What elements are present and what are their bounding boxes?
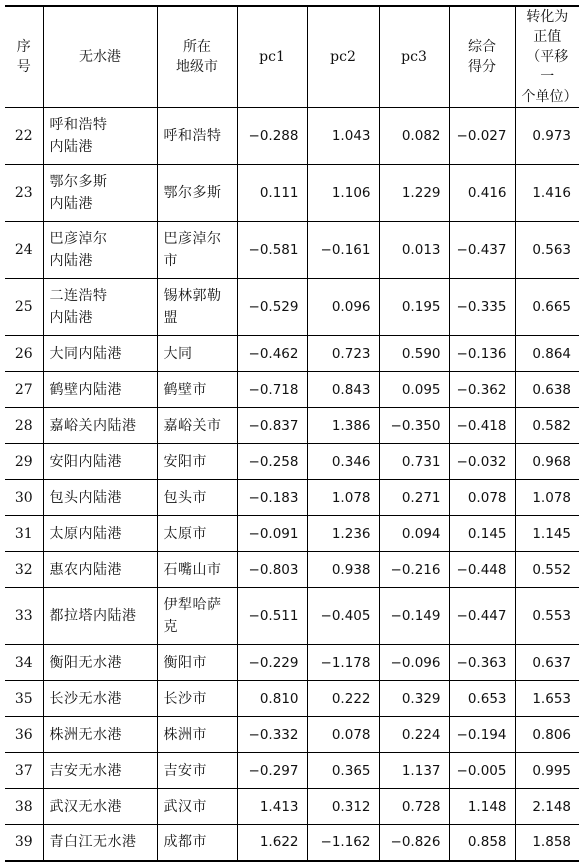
city-cell: 石嘴山市 (157, 552, 237, 588)
value-cell: 0.078 (307, 717, 379, 753)
value-cell: −0.194 (449, 717, 515, 753)
city-cell: 太原市 (157, 516, 237, 552)
value-cell: −0.258 (237, 444, 307, 480)
port-name-cell: 嘉峪关内陆港 (43, 408, 157, 444)
value-cell: −0.718 (237, 372, 307, 408)
table-row (5, 681, 579, 717)
value-cell: 1.078 (515, 480, 579, 516)
header-row (5, 6, 579, 108)
value-cell: 0.968 (515, 444, 579, 480)
value-cell: 0.665 (515, 279, 579, 336)
value-cell: 0.111 (237, 165, 307, 222)
value-cell: 0.843 (307, 372, 379, 408)
value-cell: −0.216 (379, 552, 449, 588)
table-row (5, 552, 579, 588)
row-number-cell: 31 (5, 516, 43, 552)
table-row (5, 222, 579, 279)
table-row (5, 372, 579, 408)
row-number-cell: 36 (5, 717, 43, 753)
table-row (5, 165, 579, 222)
value-cell: 0.810 (237, 681, 307, 717)
value-cell: 0.145 (449, 516, 515, 552)
table-row (5, 279, 579, 336)
row-number-cell: 37 (5, 753, 43, 789)
value-cell: −0.332 (237, 717, 307, 753)
value-cell: −0.363 (449, 645, 515, 681)
value-cell: 1.416 (515, 165, 579, 222)
value-cell: −0.183 (237, 480, 307, 516)
value-cell: −0.288 (237, 108, 307, 165)
value-cell: 1.622 (237, 825, 307, 861)
value-cell: −0.027 (449, 108, 515, 165)
value-cell: −1.178 (307, 645, 379, 681)
city-cell: 巴彦淖尔 市 (157, 222, 237, 279)
port-name-cell: 大同内陆港 (43, 336, 157, 372)
value-cell: −0.032 (449, 444, 515, 480)
value-cell: 0.864 (515, 336, 579, 372)
value-cell: −0.447 (449, 588, 515, 645)
value-cell: 0.731 (379, 444, 449, 480)
row-number-cell: 39 (5, 825, 43, 861)
table-row (5, 516, 579, 552)
city-cell: 鹤壁市 (157, 372, 237, 408)
port-name-cell: 安阳内陆港 (43, 444, 157, 480)
header-cell (449, 6, 515, 108)
row-number-cell: 38 (5, 789, 43, 825)
value-cell: 1.043 (307, 108, 379, 165)
value-cell: 0.078 (449, 480, 515, 516)
value-cell: 0.973 (515, 108, 579, 165)
value-cell: 1.145 (515, 516, 579, 552)
city-cell: 吉安市 (157, 753, 237, 789)
value-cell: 0.271 (379, 480, 449, 516)
row-number-cell: 27 (5, 372, 43, 408)
table-header (5, 6, 579, 108)
value-cell: 0.094 (379, 516, 449, 552)
value-cell: 0.329 (379, 681, 449, 717)
header-text: 转化为 正值 （平移一 个单位） (521, 9, 578, 105)
value-cell: 1.137 (379, 753, 449, 789)
port-name-cell: 二连浩特 内陆港 (43, 279, 157, 336)
value-cell: 1.858 (515, 825, 579, 861)
value-cell: 0.582 (515, 408, 579, 444)
value-cell: 0.638 (515, 372, 579, 408)
value-cell: 0.222 (307, 681, 379, 717)
value-cell: 0.590 (379, 336, 449, 372)
header-cell (157, 6, 237, 108)
port-name-cell: 太原内陆港 (43, 516, 157, 552)
header-cell (5, 6, 43, 108)
value-cell: 1.106 (307, 165, 379, 222)
table-row (5, 444, 579, 480)
data-table (5, 5, 579, 862)
port-name-cell: 鹤壁内陆港 (43, 372, 157, 408)
table-row (5, 588, 579, 645)
city-cell: 呼和浩特 (157, 108, 237, 165)
value-cell: −0.350 (379, 408, 449, 444)
value-cell: −0.405 (307, 588, 379, 645)
value-cell: −0.462 (237, 336, 307, 372)
city-cell: 嘉峪关市 (157, 408, 237, 444)
value-cell: 0.858 (449, 825, 515, 861)
value-cell: −0.149 (379, 588, 449, 645)
value-cell: −0.837 (237, 408, 307, 444)
value-cell: 1.236 (307, 516, 379, 552)
header-text: pc2 (330, 49, 356, 65)
value-cell: 0.096 (307, 279, 379, 336)
table-row (5, 336, 579, 372)
table-row (5, 480, 579, 516)
value-cell: −0.096 (379, 645, 449, 681)
header-cell (379, 6, 449, 108)
row-number-cell: 35 (5, 681, 43, 717)
header-cell (307, 6, 379, 108)
city-cell: 长沙市 (157, 681, 237, 717)
header-cell (43, 6, 157, 108)
value-cell: −0.091 (237, 516, 307, 552)
value-cell: −0.803 (237, 552, 307, 588)
row-number-cell: 34 (5, 645, 43, 681)
city-cell: 包头市 (157, 480, 237, 516)
city-cell: 衡阳市 (157, 645, 237, 681)
value-cell: 0.082 (379, 108, 449, 165)
value-cell: 1.229 (379, 165, 449, 222)
port-name-cell: 长沙无水港 (43, 681, 157, 717)
value-cell: 0.346 (307, 444, 379, 480)
header-text: 序 号 (16, 39, 31, 75)
value-cell: 0.552 (515, 552, 579, 588)
row-number-cell: 23 (5, 165, 43, 222)
header-text: 综合 得分 (468, 39, 496, 75)
value-cell: −0.161 (307, 222, 379, 279)
value-cell: 0.195 (379, 279, 449, 336)
table-row (5, 408, 579, 444)
value-cell: 1.413 (237, 789, 307, 825)
value-cell: −0.529 (237, 279, 307, 336)
value-cell: −0.362 (449, 372, 515, 408)
value-cell: −0.229 (237, 645, 307, 681)
value-cell: 0.312 (307, 789, 379, 825)
row-number-cell: 22 (5, 108, 43, 165)
city-cell: 鄂尔多斯 (157, 165, 237, 222)
value-cell: 0.553 (515, 588, 579, 645)
value-cell: 2.148 (515, 789, 579, 825)
port-name-cell: 武汉无水港 (43, 789, 157, 825)
table-body (5, 108, 579, 861)
row-number-cell: 30 (5, 480, 43, 516)
port-name-cell: 都拉塔内陆港 (43, 588, 157, 645)
value-cell: −1.162 (307, 825, 379, 861)
port-name-cell: 株洲无水港 (43, 717, 157, 753)
value-cell: −0.335 (449, 279, 515, 336)
header-cell (515, 6, 579, 108)
table-row (5, 753, 579, 789)
port-name-cell: 包头内陆港 (43, 480, 157, 516)
value-cell: −0.826 (379, 825, 449, 861)
value-cell: −0.511 (237, 588, 307, 645)
city-cell: 伊犁哈萨 克 (157, 588, 237, 645)
value-cell: 0.938 (307, 552, 379, 588)
value-cell: 0.723 (307, 336, 379, 372)
value-cell: −0.005 (449, 753, 515, 789)
value-cell: 0.095 (379, 372, 449, 408)
value-cell: 0.728 (379, 789, 449, 825)
port-name-cell: 吉安无水港 (43, 753, 157, 789)
city-cell: 株洲市 (157, 717, 237, 753)
row-number-cell: 25 (5, 279, 43, 336)
port-name-cell: 巴彦淖尔 内陆港 (43, 222, 157, 279)
table-row (5, 789, 579, 825)
value-cell: 1.653 (515, 681, 579, 717)
port-name-cell: 呼和浩特 内陆港 (43, 108, 157, 165)
city-cell: 安阳市 (157, 444, 237, 480)
value-cell: 0.365 (307, 753, 379, 789)
row-number-cell: 28 (5, 408, 43, 444)
value-cell: −0.418 (449, 408, 515, 444)
port-name-cell: 青白江无水港 (43, 825, 157, 861)
value-cell: 0.806 (515, 717, 579, 753)
value-cell: 0.416 (449, 165, 515, 222)
value-cell: −0.437 (449, 222, 515, 279)
port-name-cell: 衡阳无水港 (43, 645, 157, 681)
value-cell: 0.563 (515, 222, 579, 279)
value-cell: 0.637 (515, 645, 579, 681)
row-number-cell: 24 (5, 222, 43, 279)
header-text: pc3 (401, 49, 427, 65)
table-row (5, 645, 579, 681)
city-cell: 大同 (157, 336, 237, 372)
port-name-cell: 惠农内陆港 (43, 552, 157, 588)
header-text: 无水港 (79, 49, 121, 65)
port-name-cell: 鄂尔多斯 内陆港 (43, 165, 157, 222)
city-cell: 锡林郭勒 盟 (157, 279, 237, 336)
value-cell: 0.013 (379, 222, 449, 279)
row-number-cell: 32 (5, 552, 43, 588)
value-cell: −0.581 (237, 222, 307, 279)
header-text: 所在 地级市 (176, 39, 218, 75)
table-row (5, 717, 579, 753)
row-number-cell: 26 (5, 336, 43, 372)
value-cell: 1.078 (307, 480, 379, 516)
row-number-cell: 29 (5, 444, 43, 480)
header-cell (237, 6, 307, 108)
value-cell: −0.136 (449, 336, 515, 372)
header-text: pc1 (259, 49, 285, 65)
city-cell: 武汉市 (157, 789, 237, 825)
table-row (5, 825, 579, 861)
row-number-cell: 33 (5, 588, 43, 645)
value-cell: 1.148 (449, 789, 515, 825)
city-cell: 成都市 (157, 825, 237, 861)
value-cell: 1.386 (307, 408, 379, 444)
value-cell: 0.995 (515, 753, 579, 789)
table-row (5, 108, 579, 165)
value-cell: 0.653 (449, 681, 515, 717)
value-cell: −0.448 (449, 552, 515, 588)
value-cell: 0.224 (379, 717, 449, 753)
value-cell: −0.297 (237, 753, 307, 789)
